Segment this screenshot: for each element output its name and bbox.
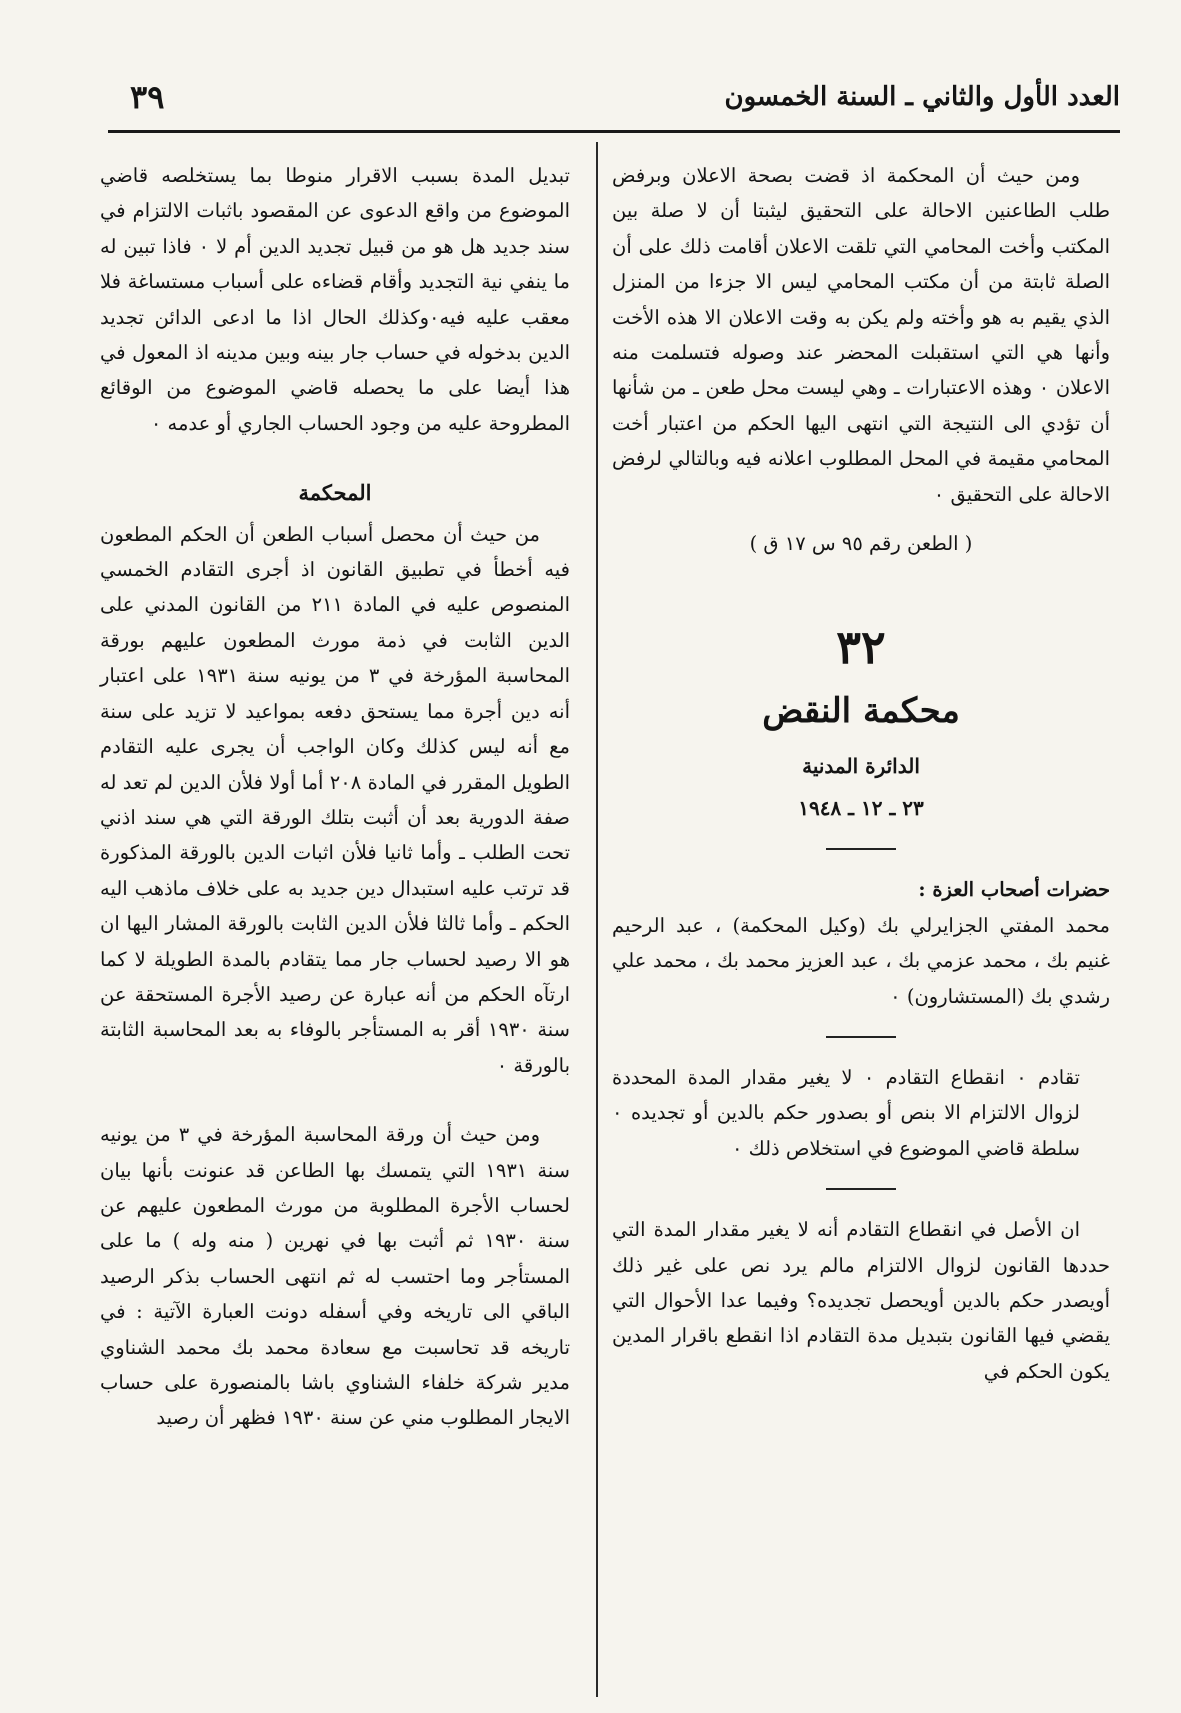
paragraph-gap xyxy=(100,1083,570,1117)
column-divider xyxy=(596,142,598,1697)
section-title: المحكمة xyxy=(298,480,372,506)
judges-list: محمد المفتي الجزايرلي بك (وكيل المحكمة) ، عبد الرحيم غنيم بك ، محمد عزمي بك ، عبد العزيز محمد بك ، محمد علي رشدي بك (المستشارون) ٠ xyxy=(612,913,1110,1008)
case-number: ٣٢ xyxy=(836,620,886,675)
section-rule xyxy=(826,848,896,850)
page-header xyxy=(110,78,1120,130)
left-paragraph-3: ومن حيث أن ورقة المحاسبة المؤرخة في ٣ من يونيه سنة ١٩٣١ التي يتمسك بها الطاعن قد عنونت بأنها بيان لحساب الأجرة المطلوبة من مورث المطعون عليهم عن سنة ١٩٣٠ ثم أثبت بها في نهرين ( منه وله ) ما على المستأجر وما احتسب له ثم انتهى الحساب بذكر الرصيد الباقي الى تاريخه وفي أسفله دونت العبارة الآتية : في تاريخه قد تحاسبت مع سعادة محمد بك محمد الشناوي مدير شركة خلفاء الشناوي باشا بالمنصورة على حساب الايجار المطلوب مني عن سنة ١٩٣٠ فظهر أن رصيد xyxy=(100,1123,570,1430)
right-paragraph-1: ومن حيث أن المحكمة اذ قضت بصحة الاعلان وبرفض طلب الطاعنين الاحالة على التحقيق ليثبتا أن لا صلة بين المكتب وأخت المحامي التي تلقت الاعلان أقامت ذلك على أن الصلة ثابتة من أن مكتب المحامي ليس الا جزءا من المنزل الذي يقيم به هو وأخته ولم يكن به وقت الاعلان الا هذه الأخت وأنها هي التي استقبلت المحضر عند وصوله فتسلمت منه الاعلان ٠ وهذه الاعتبارات ـ وهي ليست محل طعن ـ من شأنها أن تؤدي الى النتيجة التي انتهى اليها الحكم من اعتبار أخت المحامي مقيمة في المحل المطلوب اعلانه فيه وبالتالي لرفض الاحالة على التحقيق ٠ xyxy=(612,164,1110,506)
header-rule xyxy=(108,130,1120,133)
court-circuit: الدائرة المدنية xyxy=(802,754,920,779)
left-paragraph-1: تبديل المدة بسبب الاقرار منوطا بما يستخلصه قاضي الموضوع من واقع الدعوى عن المقصود باثبات الالتزام في سند جديد هل هو من قبيل تجديد الدين أم لا ٠ فاذا تبين له ما ينفي نية التجديد وأقام قضاءه على أسباب مستساغة فلا معقب عليه فيه٠وكذلك الحال اذا ما ادعى الدائن تجديد الدين بدخوله في حساب جار بينه وبين مدينه اذ المعول في هذا أيضا على ما يحصله قاضي الموضوع من الوقائع المطروحة عليه من وجود الحساب الجاري أو عدمه ٠ xyxy=(100,164,570,435)
right-column xyxy=(612,158,1110,1389)
case-citation: ( الطعن رقم ٩٥ س ١٧ ق ) xyxy=(749,532,973,556)
section-rule xyxy=(826,1188,896,1190)
judgment-date: ٢٣ ـ ١٢ ـ ١٩٤٨ xyxy=(798,795,924,820)
section-rule xyxy=(826,1036,896,1038)
page-number: ٣٩ xyxy=(130,78,165,116)
left-column xyxy=(100,158,570,1436)
judges-heading: حضرات أصحاب العزة : xyxy=(918,878,1110,902)
journal-issue-title: العدد الأول والثاني ـ السنة الخمسون xyxy=(724,82,1120,112)
headnote: تقادم ٠ انقطاع التقادم ٠ لا يغير مقدار المدة المحددة لزوال الالتزام الا بنص أو بصدور حكم بالدين أو تجديده ٠ سلطة قاضي الموضوع في استخلاص ذلك ٠ xyxy=(612,1065,1080,1160)
legal-principle: ان الأصل في انقطاع التقادم أنه لا يغير مقدار المدة التي حددها القانون لزوال الالتزام مالم يرد نص على غير ذلك أويصدر حكم بالدين أويحصل تجديده؟ وفيما عدا الأحوال التي يقضي فيها القانون بتبديل مدة التقادم اذا انقطع باقرار المدين يكون الحكم في xyxy=(612,1218,1110,1383)
left-paragraph-2: من حيث أن محصل أسباب الطعن أن الحكم المطعون فيه أخطأ في تطبيق القانون اذ أجرى التقادم الخمسي المنصوص عليه في المادة ٢١١ من القانون المدني على الدين الثابت في ذمة مورث المطعون عليهم بورقة المحاسبة المؤرخة في ٣ من يونيه سنة ١٩٣١ على اعتبار أنه دين أجرة مما يستحق دفعه بمواعيد لا تزيد على سنة مع أنه ليس كذلك وكان الواجب أن يجرى عليه التقادم الطويل المقرر في المادة ٢٠٨ أما أولا فلأن الدين لم تعد له صفة الدورية بعد أن أثبت بتلك الورقة التي هي سند اذني تحت الطلب ـ وأما ثانيا فلأن اثبات الدين بالورقة المذكورة قد ترتب عليه استبدال دين جديد به على خلاف ماذهب اليه الحكم ـ وأما ثالثا فلأن الدين الثابت بالورقة المشار اليها ان هو الا رصيد لحساب جار مما يتقادم بالمدة الطويلة لا كما ارتآه الحكم من أنه عبارة عن رصيد الأجرة المستحقة عن سنة ١٩٣٠ أقر به المستأجر بالوفاء به بعد المحاسبة الثابتة بالورقة ٠ xyxy=(100,522,571,1077)
court-name: محكمة النقض xyxy=(762,691,960,732)
